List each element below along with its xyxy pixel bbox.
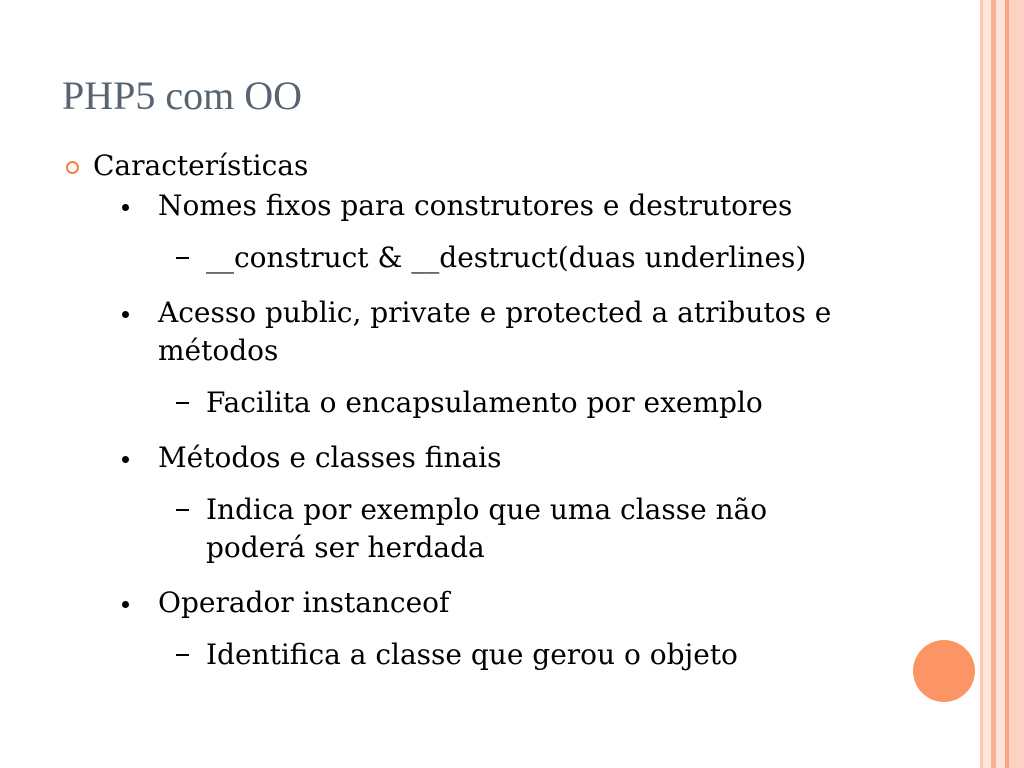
sub-item-text: Identifica a classe que gerou o objeto (206, 638, 738, 671)
list-item-text: Métodos e classes finais (158, 441, 502, 474)
heading-text: Características (93, 149, 309, 182)
list-item (62, 294, 882, 370)
stripe (983, 0, 991, 768)
dash-bullet-icon (176, 257, 189, 259)
list-item (62, 439, 882, 477)
circle-bullet-icon (66, 161, 79, 174)
sub-item (62, 239, 882, 277)
decorative-stripes (980, 0, 1024, 768)
sub-item-text: __construct & __destruct(duas underlines) (206, 241, 807, 274)
dot-bullet-icon (122, 311, 129, 318)
list-item-text: Operador instanceof (158, 586, 450, 619)
sub-item-text: Facilita o encapsulamento por exemplo (206, 386, 763, 419)
decorative-circle (913, 640, 975, 702)
dot-bullet-icon (122, 204, 129, 211)
list-item (62, 584, 882, 622)
dash-bullet-icon (176, 509, 189, 511)
dot-bullet-icon (122, 601, 129, 608)
stripe (1009, 0, 1024, 768)
heading-item (62, 147, 882, 185)
list-item (62, 187, 882, 225)
sub-item (62, 491, 882, 567)
sub-item (62, 636, 882, 674)
dash-bullet-icon (176, 654, 189, 656)
slide-content (62, 147, 882, 674)
sub-item-text: Indica por exemplo que uma classe não poderá ser herdada (206, 493, 768, 564)
list-item-text: Nomes fixos para construtores e destrutores (158, 189, 793, 222)
list-item-text: Acesso public, private e protected a atributos e métodos (158, 296, 832, 367)
slide-title: PHP5 com OO (62, 73, 303, 118)
sub-item (62, 384, 882, 422)
stripe (996, 0, 1005, 768)
dot-bullet-icon (122, 456, 129, 463)
dash-bullet-icon (176, 402, 189, 404)
